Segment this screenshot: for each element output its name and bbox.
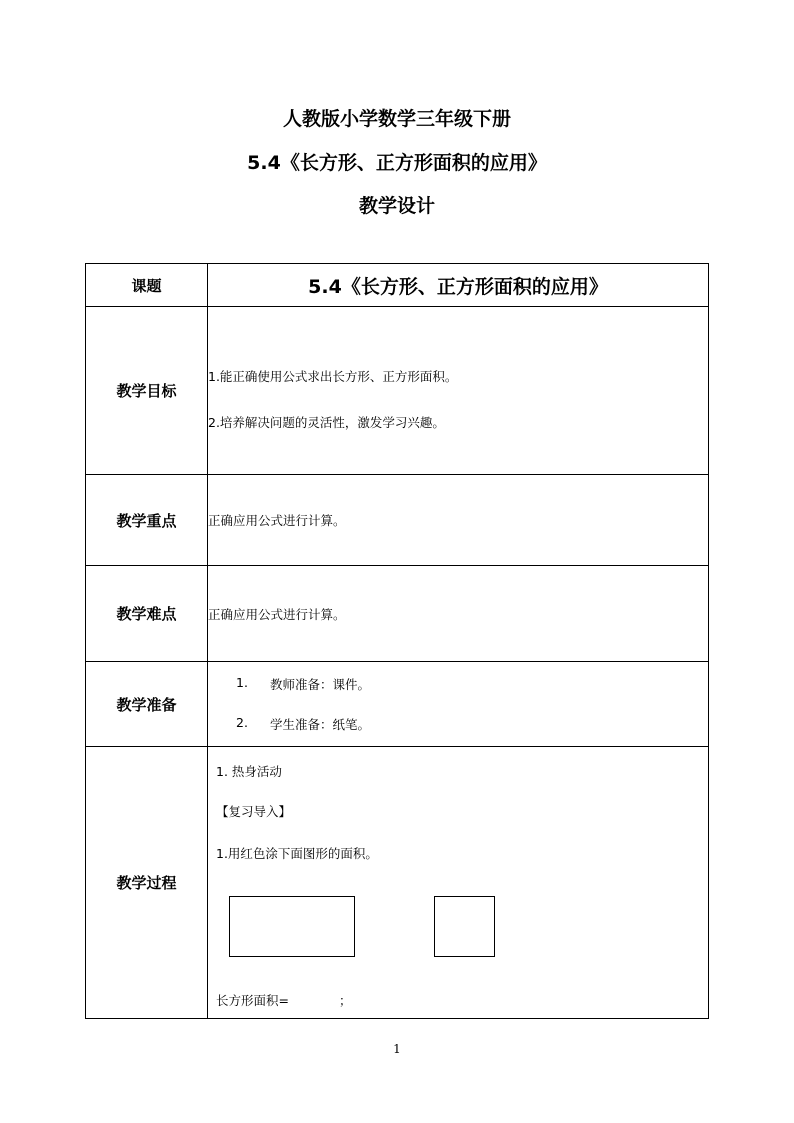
prep-number: 2.	[236, 715, 248, 730]
square-figure	[434, 896, 495, 957]
goal-item: 2.培养解决问题的灵活性，激发学习兴趣。	[208, 414, 445, 430]
goal-item: 1.能正确使用公式求出长方形、正方形面积。	[208, 368, 458, 384]
process-label: 教学过程	[86, 747, 208, 1019]
subject-value: 5.4《长方形、正方形面积的应用》	[208, 264, 709, 307]
process-cell	[208, 747, 709, 1019]
table-row	[86, 747, 709, 1019]
difficulty-label: 教学难点	[86, 566, 208, 662]
list-item	[236, 675, 708, 693]
goals-cell	[208, 307, 709, 475]
prep-label: 教学准备	[86, 662, 208, 747]
key-label: 教学重点	[86, 475, 208, 566]
rectangle-figure	[229, 896, 355, 957]
list-item	[236, 715, 708, 733]
difficulty-value: 正确应用公式进行计算。	[208, 566, 709, 662]
answer-label: 长方形面积=	[216, 993, 289, 1008]
document-title: 人教版小学数学三年级下册	[282, 108, 511, 130]
prep-cell	[208, 662, 709, 747]
table-row	[86, 566, 709, 662]
process-step: 1. 热身活动	[216, 764, 282, 779]
prep-text: 学生准备：纸笔。	[270, 717, 371, 732]
goals-label: 教学目标	[86, 307, 208, 475]
answer-line	[216, 991, 352, 1009]
key-value: 正确应用公式进行计算。	[208, 475, 709, 566]
table-row	[86, 264, 709, 307]
lesson-plan-table	[85, 263, 709, 1019]
document-subtitle: 教学设计	[358, 195, 435, 217]
process-section-heading: 【复习导入】	[216, 804, 292, 819]
prep-number: 1.	[236, 675, 248, 690]
answer-end: ；	[338, 993, 352, 1008]
subject-label: 课题	[86, 264, 208, 307]
process-task: 1.用红色涂下面图形的面积。	[216, 846, 378, 861]
table-row	[86, 307, 709, 475]
table-row	[86, 475, 709, 566]
table-row	[86, 662, 709, 747]
page-number: 1	[393, 1042, 401, 1056]
lesson-title: 5.4《长方形、正方形面积的应用》	[247, 152, 547, 174]
prep-text: 教师准备：课件。	[270, 677, 371, 692]
